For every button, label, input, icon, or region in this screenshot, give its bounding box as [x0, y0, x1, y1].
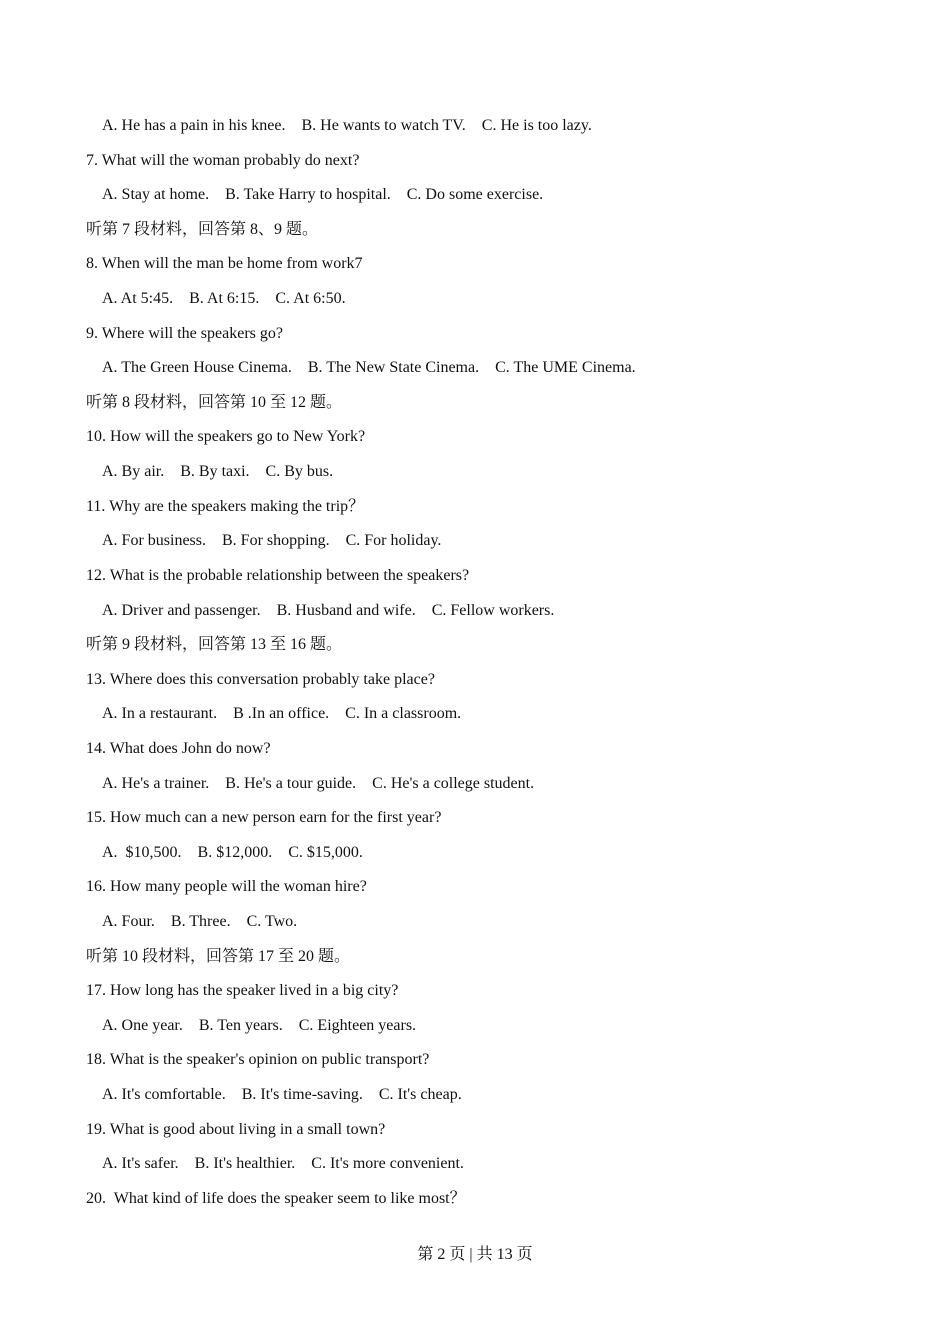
- answer-options: A. At 5:45. B. At 6:15. C. At 6:50.: [102, 290, 346, 308]
- section-instruction: 听第 8 段材料，回答第 10 至 12 题。: [86, 393, 343, 411]
- answer-options: A. $10,500. B. $12,000. C. $15,000.: [102, 843, 363, 861]
- question-text: 10. How will the speakers go to New York?: [86, 428, 366, 446]
- section-instruction: 听第 10 段材料，回答第 17 至 20 题。: [86, 947, 351, 965]
- question-text: 14. What does John do now?: [86, 739, 271, 757]
- question-text: 18. What is the speaker's opinion on public transport?: [86, 1051, 430, 1069]
- answer-options: A. Driver and passenger. B. Husband and wife. C. Fellow workers.: [102, 601, 555, 619]
- answer-options: A. By air. B. By taxi. C. By bus.: [102, 463, 334, 481]
- answer-options: A. It's comfortable. B. It's time-saving. C. It's cheap.: [102, 1086, 462, 1104]
- answer-options: A. One year. B. Ten years. C. Eighteen years.: [102, 1016, 417, 1034]
- section-instruction: 听第 7 段材料，回答第 8、9 题。: [86, 220, 319, 238]
- answer-options: A. Stay at home. B. Take Harry to hospital. C. Do some exercise.: [102, 186, 544, 204]
- section-instruction: 听第 9 段材料，回答第 13 至 16 题。: [86, 636, 343, 654]
- question-text: 7. What will the woman probably do next?: [86, 151, 360, 169]
- question-text: 13. Where does this conversation probably take place?: [86, 670, 435, 688]
- question-list: [0, 109, 950, 1217]
- question-text: 8. When will the man be home from work7: [86, 255, 363, 273]
- question-text: 12. What is the probable relationship between the speakers?: [86, 566, 470, 584]
- answer-options: A. In a restaurant. B .In an office. C. In a classroom.: [102, 705, 462, 723]
- question-text: 11. Why are the speakers making the trip？: [86, 497, 365, 515]
- page-footer: 第 2 页 | 共 13 页: [417, 1246, 533, 1263]
- answer-options: A. It's safer. B. It's healthier. C. It's more convenient.: [102, 1155, 464, 1173]
- answer-options: A. Four. B. Three. C. Two.: [102, 913, 298, 931]
- question-text: 15. How much can a new person earn for the first year?: [86, 809, 442, 827]
- answer-options: A. He's a trainer. B. He's a tour guide. C. He's a college student.: [102, 774, 535, 792]
- question-text: 9. Where will the speakers go?: [86, 324, 283, 342]
- answer-options: A. For business. B. For shopping. C. For holiday.: [102, 532, 442, 550]
- question-text: 17. How long has the speaker lived in a big city?: [86, 982, 399, 1000]
- question-text: 16. How many people will the woman hire?: [86, 878, 367, 896]
- answer-options: A. He has a pain in his knee. B. He wants to watch TV. C. He is too lazy.: [102, 117, 592, 134]
- answer-options: A. The Green House Cinema. B. The New State Cinema. C. The UME Cinema.: [102, 359, 636, 377]
- question-text: 20. What kind of life does the speaker seem to like most？: [86, 1189, 466, 1207]
- question-text: 19. What is good about living in a small town?: [86, 1120, 386, 1138]
